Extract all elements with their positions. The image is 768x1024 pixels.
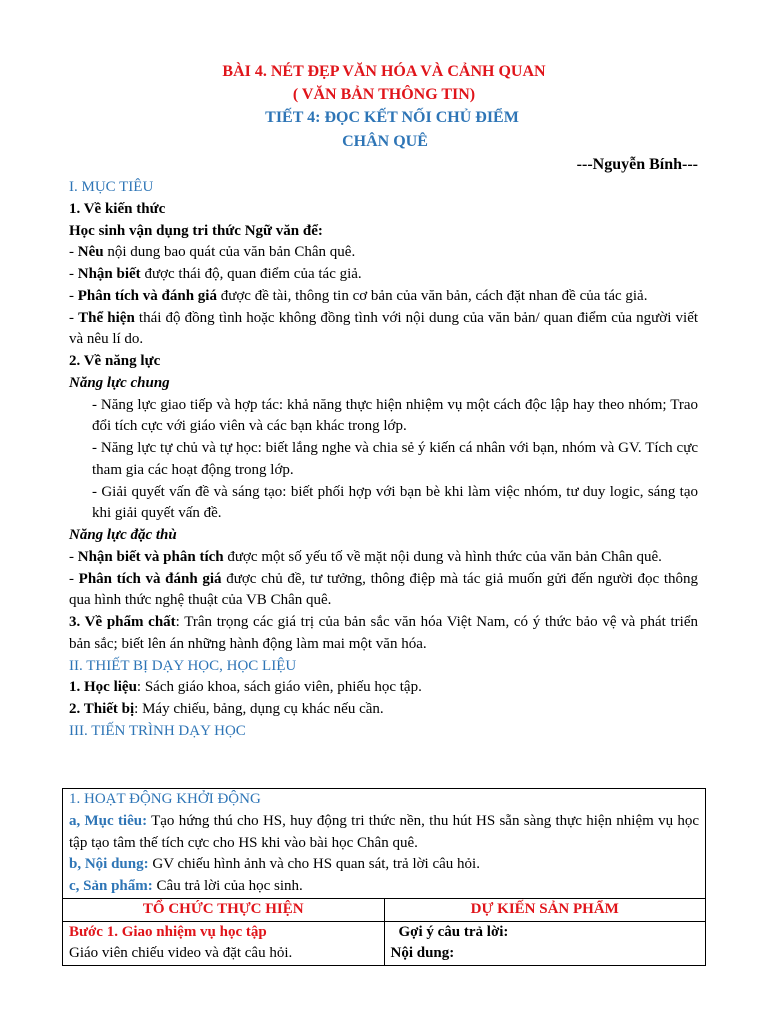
table-row [63, 789, 706, 899]
knowledge-item: - Nêu nội dung bao quát của văn bản Chân quê. [69, 244, 356, 261]
poem-title: CHÂN QUÊ [342, 133, 428, 150]
lesson-title: BÀI 4. NÉT ĐẸP VĂN HÓA VÀ CẢNH QUAN [222, 63, 546, 80]
knowledge-item: - Nhận biết được thái độ, quan điểm của tác giả. [69, 266, 362, 282]
equipment-item [69, 677, 698, 699]
activity-title: 1. HOẠT ĐỘNG KHỞI ĐỘNG [69, 791, 261, 807]
activity-objective [69, 811, 699, 855]
specific-competence-item: - Phân tích và đánh giá được chủ đề, tư tưởng, thông điệp mà tác giả muốn gửi đến người đọc thông qua hình thức nghệ thuật của VB Chân quê. [69, 570, 698, 609]
equipment-item-text: : Máy chiếu, bảng, dụng cụ khác nếu cần. [134, 701, 384, 717]
equipment-item-text: : Sách giáo khoa, sách giáo viên, phiếu học tập. [136, 679, 422, 696]
knowledge-item-bold: Thể hiện [78, 309, 135, 326]
knowledge-item-bold: Nhận biết [77, 266, 141, 282]
column-header-expected-product: DỰ KIẾN SẢN PHẨM [384, 898, 706, 921]
knowledge-item-bold: Nêu [77, 244, 104, 261]
general-competence-item: - Năng lực giao tiếp và hợp tác: khả năng thực hiện nhiệm vụ một cách độc lập hay theo nhóm; Trao đổi tích cực với giáo viên và các bạn khác trong lớp. [92, 396, 698, 435]
knowledge-item-text: thái độ đồng tình hoặc không đồng tình với nội dung của văn bản/ quan điểm của người viết và nêu lí do. [69, 309, 699, 348]
specific-item-text: được một số yếu tố về mặt nội dung và hình thức của văn bản Chân quê. [223, 548, 662, 565]
content-label: b, Nội dung: [69, 856, 149, 873]
specific-competence-item: - Nhận biết và phân tích được một số yếu tố về mặt nội dung và hình thức của văn bản Chân quê. [69, 548, 662, 565]
quality-item [69, 612, 698, 656]
general-competence-item: - Giải quyết vấn đề và sáng tạo: biết phối hợp với bạn bè khi làm việc nhóm, tư duy logic, sáng tạo khi giải quyết vấn đề. [92, 483, 698, 522]
activity-table [62, 788, 706, 966]
step1-label: Bước 1. Giao nhiệm vụ học tập [69, 923, 267, 940]
answer-hint: Gợi ý câu trả lời: [398, 923, 509, 940]
knowledge-item: - Thể hiện thái độ đồng tình hoặc không đồng tình với nội dung của văn bản/ quan điểm của người viết và nêu lí do. [69, 309, 699, 348]
text-type-subtitle: ( VĂN BẢN THÔNG TIN) [292, 86, 476, 103]
content-text: GV chiếu hình ảnh và cho HS quan sát, trả lời câu hỏi. [148, 856, 480, 873]
answer-content-label: Nội dung: [390, 945, 455, 962]
knowledge-intro: Học sinh vận dụng tri thức Ngữ văn để: [69, 222, 323, 239]
specific-item-bold: Nhận biết và phân tích [77, 548, 224, 565]
document-body [69, 177, 698, 743]
objective-text: Tạo hứng thú cho HS, huy động tri thức nền, thu hút HS sẵn sàng thực hiện nhiệm vụ học tập tạo tâm thế tích cực cho HS khi vào bài học Chân quê. [69, 812, 699, 851]
equipment-item [69, 699, 698, 721]
section-heading-equipment: II. THIẾT BỊ DẠY HỌC, HỌC LIỆU [69, 657, 297, 674]
specific-item-text: được chủ đề, tư tưởng, thông điệp mà tác giả muốn gửi đến người đọc thông qua hình thức nghệ thuật của VB Chân quê. [69, 570, 698, 609]
activity-content [69, 854, 699, 876]
quality-text: : Trân trọng các giá trị của bản sắc văn hóa Việt Nam, có ý thức bảo vệ và phát triển bản sắc; biết lên án những hành động làm mai một văn hóa. [69, 614, 698, 652]
column-header-organization: TỔ CHỨC THỰC HIỆN [63, 898, 385, 921]
specific-item-bold: Phân tích và đánh giá [78, 570, 222, 587]
product-label: c, Sản phẩm: [69, 878, 153, 894]
table-row [63, 921, 706, 966]
knowledge-item: - Phân tích và đánh giá được đề tài, thông tin cơ bản của văn bản, cách đặt nhan đề của tác giả. [69, 287, 648, 304]
knowledge-item-text: được đề tài, thông tin cơ bản của văn bản, cách đặt nhan đề của tác giả. [216, 287, 648, 304]
product-text: Câu trả lời của học sinh. [152, 878, 303, 894]
section-heading-process: III. TIẾN TRÌNH DẠY HỌC [69, 722, 246, 739]
general-competence-label: Năng lực chung [69, 374, 170, 391]
quality-label: 3. Về phẩm chất [69, 614, 176, 630]
period-title: TIẾT 4: ĐỌC KẾT NỐI CHỦ ĐIỂM [265, 109, 519, 126]
general-competence-item: - Năng lực tự chủ và tự học: biết lắng nghe và chia sẻ ý kiến cá nhân với bạn, nhóm và GV. Tích cực tham gia các hoạt động trong lớp. [92, 440, 698, 478]
table-row [63, 898, 706, 921]
knowledge-item-text: được thái độ, quan điểm của tác giả. [140, 266, 362, 282]
equipment-item-label: 1. Học liệu [69, 679, 137, 696]
knowledge-item-bold: Phân tích và đánh giá [77, 287, 217, 304]
subheading-competence: 2. Về năng lực [69, 353, 161, 369]
author-name: ---Nguyễn Bính--- [576, 156, 698, 173]
organization-cell [63, 921, 385, 966]
expected-product-cell [384, 921, 706, 966]
knowledge-item-text: nội dung bao quát của văn bản Chân quê. [103, 244, 356, 261]
objective-label: a, Mục tiêu: [69, 812, 148, 829]
subheading-knowledge: 1. Về kiến thức [69, 200, 166, 217]
section-heading-objectives: I. MỤC TIÊU [69, 179, 154, 195]
activity-description-cell [63, 789, 706, 899]
activity-product [69, 876, 699, 898]
equipment-item-label: 2. Thiết bị [69, 701, 135, 717]
step1-text: Giáo viên chiếu video và đặt câu hỏi. [69, 945, 293, 962]
specific-competence-label: Năng lực đặc thù [69, 527, 177, 543]
